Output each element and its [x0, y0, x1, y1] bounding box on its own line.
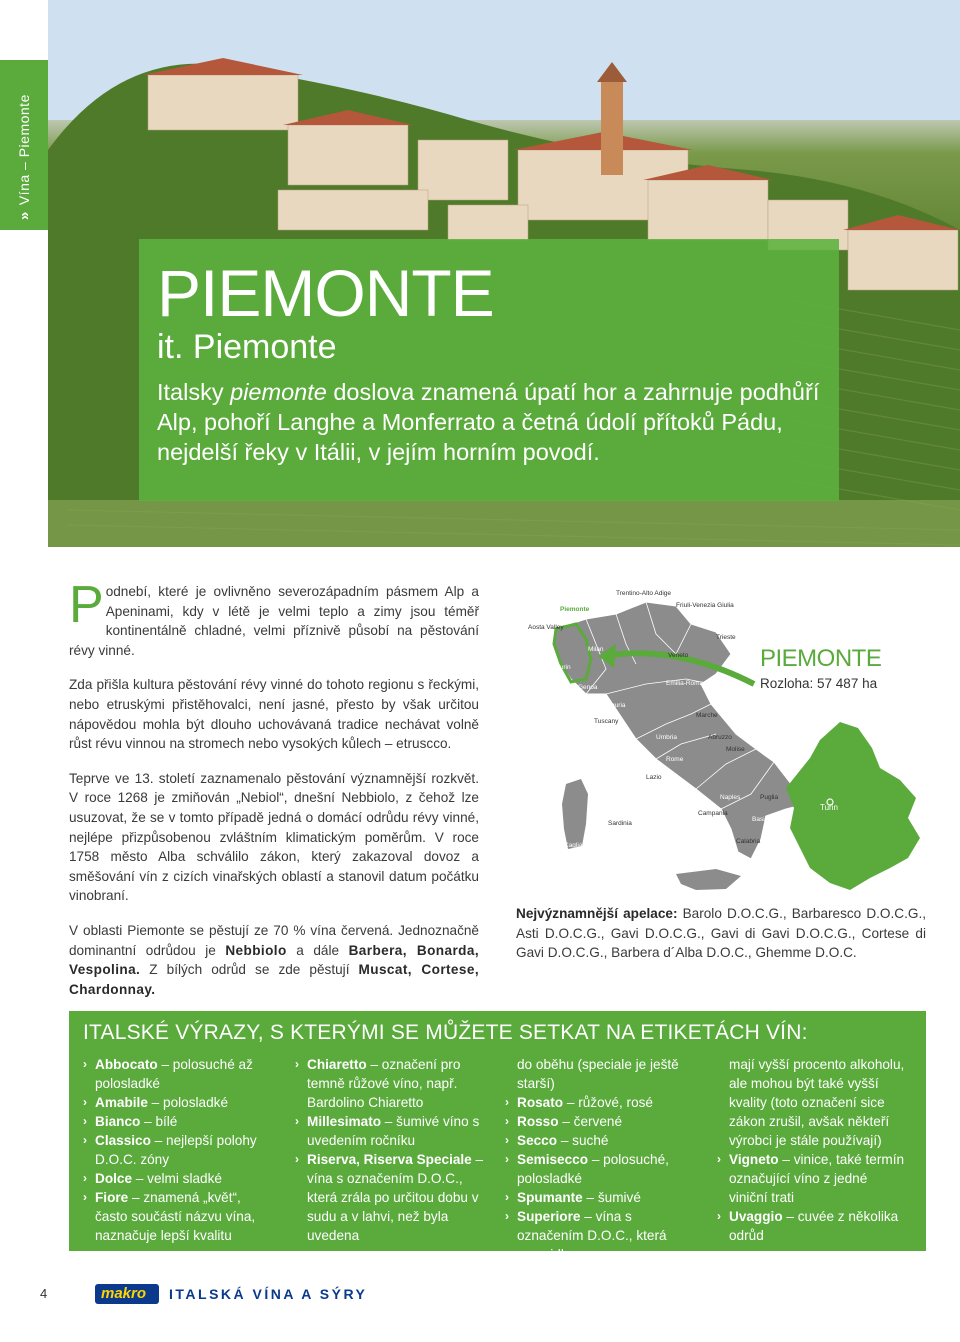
glossary-item: › Abbocato – polosuché až polosladké — [83, 1057, 253, 1091]
glossary-item: › Superiore – vína s označením D.O.C., která zpravidla — [505, 1209, 667, 1262]
chevron-right-icon: › — [83, 1057, 87, 1071]
glossary-title: ITALSKÉ VÝRAZY, S KTERÝMI SE MŮŽETE SETKAT NA ETIKETÁCH VÍN: — [83, 1021, 808, 1044]
chevron-right-icon: › — [83, 1190, 87, 1204]
turin-label: Turin — [820, 803, 838, 812]
hero-photo — [48, 0, 960, 547]
map-label-rome: Rome — [666, 756, 684, 763]
map-label-cagliari: Cagliari — [564, 842, 587, 849]
chevron-right-icon: › — [83, 1114, 87, 1128]
map-label-milan: Milan — [588, 646, 604, 653]
page-title: PIEMONTE — [157, 256, 494, 330]
map-label-turin: Turin — [556, 664, 571, 671]
page-subtitle: it. Piemonte — [157, 328, 337, 366]
section-tab-label: Vína – Piemonte — [16, 94, 32, 206]
map-label-abruzzo: Abruzzo — [708, 734, 732, 741]
glossary-item: › Chiaretto – označení pro temně růžové víno, např. Bardolino Chiaretto — [295, 1057, 461, 1110]
glossary-item: › Rosso – červené — [505, 1114, 623, 1129]
map-label-molise: Molise — [726, 746, 745, 753]
chevron-right-icon: › — [83, 1133, 87, 1147]
glossary-item: › Secco – suché — [505, 1133, 609, 1148]
piemonte-region-shape — [780, 718, 930, 898]
hero-description: Italsky piemonte doslova znamená úpatí hor a zahrnuje podhůří Alp, pohoří Langhe a Monferrato a četná údolí přítoků Pádu, nejdelší řeky v Itálii, v jejím horním povodí. — [157, 379, 820, 465]
chevron-right-icon: › — [505, 1114, 509, 1128]
chevron-right-icon: › — [505, 1095, 509, 1109]
glossary-column-4 — [717, 1055, 907, 1245]
chevron-right-icon: › — [295, 1114, 299, 1128]
paragraph-13th-century: Teprve ve 13. století zaznamenalo pěstování významnější rozkvět. V roce 1268 je zmiňován „Nebiol“, dnešní Nebbiolo, z čehož lze usuzovat, že se v tomto případě jedná o domácí odrůdu révy vinné, nejlépe přizpůsobenou zvláštním klimatickým poměrům. V roce 1758 město Alba schválilo zákon, který zakazoval dovoz a směšování vín z cizích vinařských oblastí a stanovil datum počátku vinobraní. — [69, 770, 479, 904]
map-label-piemonte: Piemonte — [560, 606, 590, 613]
map-label-trieste: Trieste — [716, 634, 736, 641]
map-label-sardinia: Sardinia — [608, 820, 632, 827]
chevron-right-icon: › — [717, 1209, 721, 1223]
map-label-friuli: Friuli-Venezia Giulia — [676, 602, 734, 609]
map-label-umbria: Umbria — [656, 734, 677, 741]
chevron-right-icon: › — [295, 1057, 299, 1071]
glossary-item: › Uvaggio – cuvée z několika odrůd — [717, 1209, 899, 1243]
paragraph-climate: Podnebí, které je ovlivněno severozápadním pásmem Alp a Apeninami, kdy v létě je velmi teplo a zimy jsou téměř kontinentálně chladné, velmi příznivě působí na pěstování révy vinné. — [69, 576, 479, 658]
section-tab — [0, 60, 48, 230]
glossary-item: › Vigneto – vinice, také termín označující víno z jedné viniční trati — [717, 1152, 905, 1205]
map-label-campania: Campania — [698, 810, 728, 817]
chevron-right-icon: › — [295, 1152, 299, 1166]
glossary-item: › Millesimato – šumivé víno s uvedením ročníku — [295, 1114, 480, 1148]
map-label-liguria: Liguria — [606, 702, 626, 709]
chevron-right-icon: › — [505, 1152, 509, 1166]
footer-title: ITALSKÁ VÍNA A SÝRY — [169, 1286, 368, 1302]
map-label-lazio: Lazio — [646, 774, 662, 781]
paragraph-history: Zda přišla kultura pěstování révy vinné do tohoto regionu s řeckými, nebo etruskými přistěhovalci, není jasné, přesto by však určitou nápovědou mohla být dlouho uchovávaná tradice nechávat volně růst révu vinnou na stromech nebo vysokých kůlech – etruscco. — [69, 677, 479, 752]
makro-logo: makro — [95, 1284, 159, 1304]
glossary-item-continued: mají vyšší procento alkoholu, ale mohou být také vyšší kvality (toto označení sice zákon zrušil, avšak někteří výrobci je stále používají) — [729, 1057, 905, 1148]
map-label-aosta: Aosta Valley — [528, 624, 564, 631]
region-info-box — [760, 645, 908, 705]
glossary-column-2 — [295, 1055, 485, 1245]
glossary-item-continued: do oběhu (speciale je ještě starší) — [517, 1057, 679, 1091]
map-label-trentino: Trentino-Alto Adige — [616, 590, 672, 597]
glossary-item: › Spumante – šumivé — [505, 1190, 641, 1205]
glossary-item: › Dolce – velmi sladké — [83, 1171, 222, 1186]
glossary-panel — [69, 1011, 926, 1262]
article-body — [69, 576, 479, 1014]
map-label-basilicata: Basilicata — [752, 816, 780, 823]
region-area: Rozloha: 57 487 ha — [760, 676, 878, 691]
glossary-item: › Fiore – znamená „květ“, často součástí názvu vína, naznačuje lepší kvalitu — [83, 1190, 256, 1243]
glossary-item: › Bianco – bílé — [83, 1114, 178, 1129]
chevron-icon: » — [15, 211, 33, 220]
page-number: 4 — [40, 1286, 48, 1301]
chevron-right-icon: › — [505, 1209, 509, 1223]
appellations-label: Nejvýznamnější apelace: — [516, 906, 678, 921]
chevron-right-icon: › — [505, 1133, 509, 1147]
chevron-right-icon: › — [83, 1171, 87, 1185]
glossary-item: › Classico – nejlepší polohy D.O.C. zóny — [83, 1133, 257, 1167]
paragraph-varieties: V oblasti Piemonte se pěstují ze 70 % vína červená. Jednoznačně dominantní odrůdou je Nebbiolo a dále Barbera, Bonarda, Vespolina. Z bílých odrůd se zde pěstují Muscat, Cortese, Chardonnay. — [69, 922, 479, 997]
map-label-puglia: Puglia — [760, 794, 779, 801]
glossary-item: › Riserva, Riserva Speciale – vína s označením D.O.C., která zrála po určitou dobu v sudu a v lahvi, než byla uvedena — [295, 1152, 484, 1243]
glossary-column-3 — [505, 1055, 695, 1264]
map-label-veneto: Veneto — [668, 652, 689, 659]
dropcap-letter: P — [69, 576, 104, 634]
glossary-item: › Semisecco – polosuché, polosladké — [505, 1152, 669, 1186]
hero-title-box — [139, 239, 839, 501]
glossary-item: › Amabile – polosladké — [83, 1095, 228, 1110]
glossary-column-1 — [83, 1055, 273, 1245]
map-label-marche: Marche — [696, 712, 718, 719]
chevron-right-icon: › — [717, 1152, 721, 1166]
map-label-naples: Naples — [720, 794, 741, 801]
map-label-genoa: Genoa — [578, 684, 598, 691]
chevron-right-icon: › — [505, 1190, 509, 1204]
map-label-calabria: Calabria — [736, 838, 761, 845]
map-label-emilia: Emilia-Romagna — [666, 680, 715, 687]
appellations-text: Nejvýznamnější apelace: Barolo D.O.C.G., Barbaresco D.O.C.G., Asti D.O.C.G., Gavi D.O.C.G., Gavi di Gavi D.O.C.G., Cortese di Gavi D.O.C.G., Barbera d´Alba D.O.C., Ghemme D.O.C. — [516, 906, 926, 961]
region-title: PIEMONTE — [760, 645, 882, 672]
map-label-tuscany: Tuscany — [594, 718, 619, 725]
chevron-right-icon: › — [83, 1095, 87, 1109]
glossary-item: › Rosato – růžové, rosé — [505, 1095, 653, 1110]
